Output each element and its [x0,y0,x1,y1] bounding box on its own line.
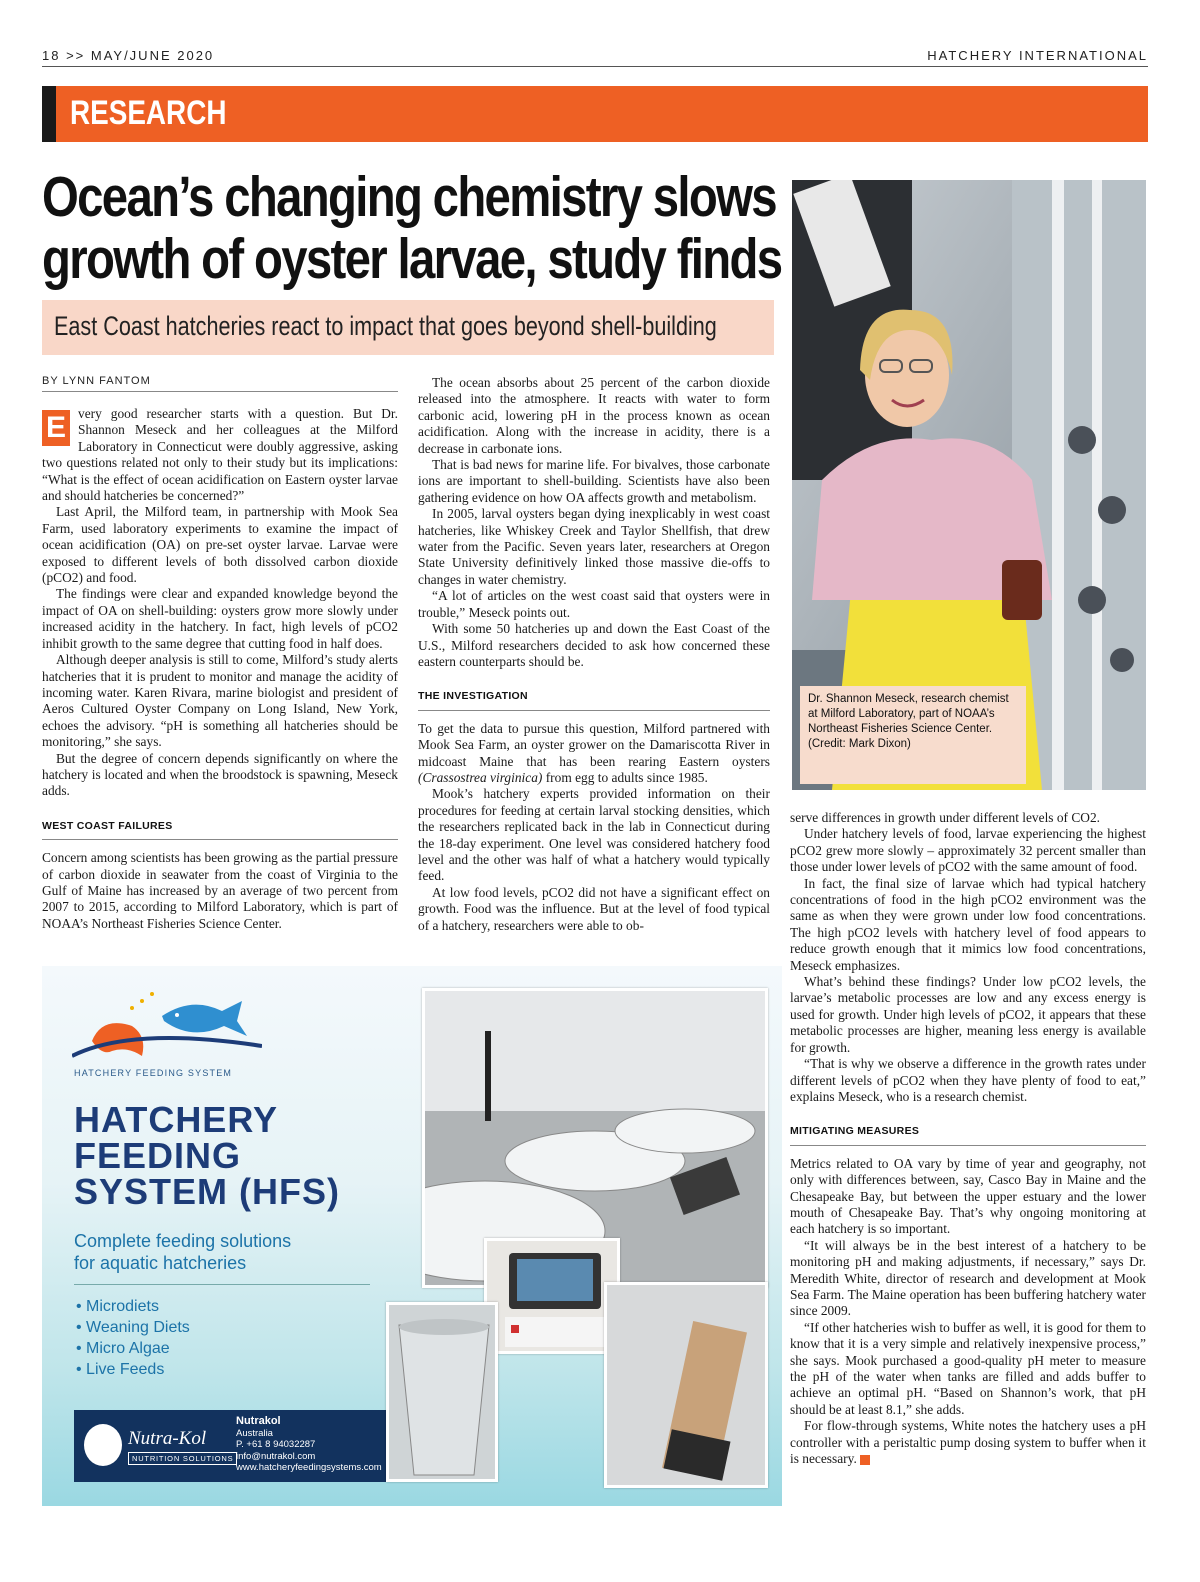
section-tab [42,86,56,142]
paragraph: The ocean absorbs about 25 percent of the carbon dioxide released into the atmosphere. It reacts with water to form carbonic acid, lowering pH in the process known as ocean acidification. Along with the increase in acidity, there is a decrease in carbonate ions. [418,375,770,456]
subhead-west-coast: WEST COAST FAILURES [42,818,398,840]
paragraph: Although deeper analysis is still to come, Milford’s study alerts hatcheries that it is prudent to monitor and manage the acidity of incoming water. Karen Rivara, marine biologist and president of Aeros Cultured Oyster Company on Long Island, New York, echoes the advisory. “pH is something all hatcheries should be monitoring,” she says. [42,652,398,750]
paragraph: In fact, the final size of larvae which had typical hatchery concentrations of food in the high pCO2 environment was the same as when they were grown under low food concentrations. The high pCO2 levels with hatchery level of food appears to reduce growth enough that it mimics low food concentrations, Meseck emphasizes. [790,875,1146,973]
ad-tagline: HATCHERY FEEDING SYSTEM [74,1068,233,1078]
brand-tagline: NUTRITION SOLUTIONS [128,1452,237,1465]
headline-line-2: growth of oyster larvae, study finds [42,227,782,291]
ad-photo-controller [484,1238,620,1354]
article-column-1 [42,406,398,932]
paragraph: What’s behind these findings? Under low pCO2 levels, the larvae’s metabolic processes are low and any excess energy is used for growth. Under high levels of pCO2, it appears that these metabolic processes are higher, meaning less energy is available for growth. [790,974,1146,1055]
section-bar [42,86,1148,142]
article-headline [42,165,782,291]
article-column-3 [790,810,1146,1467]
paragraph: Metrics related to OA vary by time of year and geography, not only with differences between, say, Casco Bay in Maine and the Chesapeake Bay, but between the upper estuary and the lower mouth of Chesapeake Bay. That’s why ongoing monitoring at each hatchery is so important. [790,1155,1146,1237]
paragraph: “A lot of articles on the west coast said that oysters were in trouble,” Meseck points out. [418,588,770,620]
ad-subtitle: Complete feeding solutions for aquatic hatcheries [74,1231,292,1273]
page-folio: 18 >> MAY/JUNE 2020 [42,48,215,63]
end-mark-icon [860,1455,870,1465]
contact-info: Nutrakol Australia P. +61 8 94032287 info@nutrakol.com www.hatcheryfeedingsystems.com [236,1415,382,1473]
paragraph: At low food levels, pCO2 did not have a significant effect on growth. Food was the influence. But at the level of food typical of a hatchery, researchers were able to ob- [418,884,770,933]
brand-name: Nutra-Kol [128,1428,207,1449]
byline: BY LYNN FANTOM [42,375,398,392]
article-deck: East Coast hatcheries react to impact that goes beyond shell-building [54,311,717,341]
list-item: • Microdiets [76,1296,190,1317]
header-rule [42,66,1148,67]
paragraph: serve differences in growth under different levels of CO2. [790,810,1100,825]
photo-caption: Dr. Shannon Meseck, research chemist at Milford Laboratory, part of NOAA’s Northeast Fisheries Science Center. (Credit: Mark Dixon) [800,686,1026,784]
section-label: RESEARCH [70,94,227,132]
paragraph: But the degree of concern depends significantly on where the hatchery is located and when the broodstock is spawning, Meseck adds. [42,750,398,799]
ad-product-list [76,1296,190,1380]
paragraph: The findings were clear and expanded knowledge beyond the impact of OA on shell-building: oysters grow more slowly under increased acidity in the hatchery. In fact, high levels of pCO2 inhibit growth to the same degree that cutting food in half does. [42,586,398,651]
subhead-mitigating: MITIGATING MEASURES [790,1123,1146,1145]
list-item: • Live Feeds [76,1359,190,1380]
paragraph: Last April, the Milford team, in partnership with Mook Sea Farm, used laboratory experiments to examine the impact of ocean acidification (OA) on pre-set oyster larvae. Larvae were exposed to different levels of both dissolved carbon dioxide (pCO2) and food. [42,504,398,586]
subhead-investigation: THE INVESTIGATION [418,688,770,710]
ad-photo-hopper [386,1302,498,1482]
ad-photo-feeder [604,1282,768,1488]
paragraph: Mook’s hatchery experts provided information on their procedures for feeding at certain larval stocking densities, which the researchers replicated back in the lab in Connecticut during the 18-day experiment. One level was considered hatchery food level and the other was half of what a hatchery would typically feed. [418,786,770,884]
deck-box [42,300,774,355]
paragraph: “If other hatcheries wish to buffer as well, it is good for them to know that it is a very simple and relatively inexpensive process,” she says. Mook purchased a good-quality pH meter to measure the pH of the water when tanks are filled and adds buffer to achieve an optimal pH. “Based on Shannon’s work, that pH should be at least 8.1,” she adds. [790,1319,1146,1417]
paragraph: With some 50 hatcheries up and down the East Coast of the U.S., Milford researchers decided to ask how concerned these eastern counterparts should be. [418,621,770,669]
seahorse-logo-icon [84,1424,122,1466]
paragraph: “That is why we observe a difference in the growth rates under different levels of pCO2 when they have plenty of food to eat,” explains Meseck, who is a research chemist. [790,1056,1146,1104]
list-item: • Weaning Diets [76,1317,190,1338]
paragraph: In 2005, larval oysters began dying inexplicably in west coast hatcheries, like Whiskey Creek and Taylor Shellfish, that drew water from the Pacific. Seven years later, researchers at Oregon State University definitively linked those massive die-offs to changes in water chemistry. [418,506,770,587]
ad-title: HATCHERY FEEDING SYSTEM (HFS) [74,1099,341,1212]
ad-divider [74,1284,370,1285]
paragraph: For flow-through systems, White notes the hatchery uses a pH controller with a peristaltic pump dosing system to buffer when it is necessary. [790,1418,1146,1467]
paragraph: Concern among scientists has been growing as the partial pressure of carbon dioxide in seawater from the coast of Virginia to the Gulf of Maine has increased by an average of two percent from 2007 to 2015, according to Milford Laboratory, which is part of NOAA’s Northeast Fisheries Science Center. [42,850,398,931]
paragraph: That is bad news for marine life. For bivalves, those carbonate ions are important to shell-building. Scientists have also been gathering evidence on how OA affects growth and metabolism. [418,457,770,505]
publication-name: HATCHERY INTERNATIONAL [927,48,1148,63]
advertisement [42,966,782,1506]
paragraph: Under hatchery levels of food, larvae experiencing the highest pCO2 grew more slowly – approximately 32 percent smaller than those under lower levels of pCO2 with the same amount of food. [790,826,1146,875]
paragraph: To get the data to pursue this question, Milford partnered with Mook Sea Farm, an oyster grower on the Damariscotta River in midcoast Maine that has been rearing Eastern oysters (Crassostrea virginica) from egg to adults since 1985. [418,720,770,785]
drop-cap: E [42,410,70,446]
list-item: • Micro Algae [76,1338,190,1359]
article-column-2 [418,375,770,934]
headline-line-1: Ocean’s changing chemistry slows [42,165,776,229]
paragraph: “It will always be in the best interest of a hatchery to be monitoring pH and making adjustments, if necessary,” says Dr. Meredith White, director of research and development at Mook Sea Farm. The Maine operation has been buffering hatchery water since 2009. [790,1237,1146,1319]
paragraph: E very good researcher starts with a question. But Dr. Shannon Meseck and her colleagues at the Milford Laboratory in Connecticut were doubly aggressive, asking two questions related not only to their study but its implications: “What is the effect of ocean acidification on Eastern oyster larvae and should hatcheries be concerned?” [42,406,398,504]
species-name: (Crassostrea virginica) [418,769,543,785]
ad-contact-block [74,1410,414,1482]
fish-shrimp-logo-icon [72,986,262,1066]
